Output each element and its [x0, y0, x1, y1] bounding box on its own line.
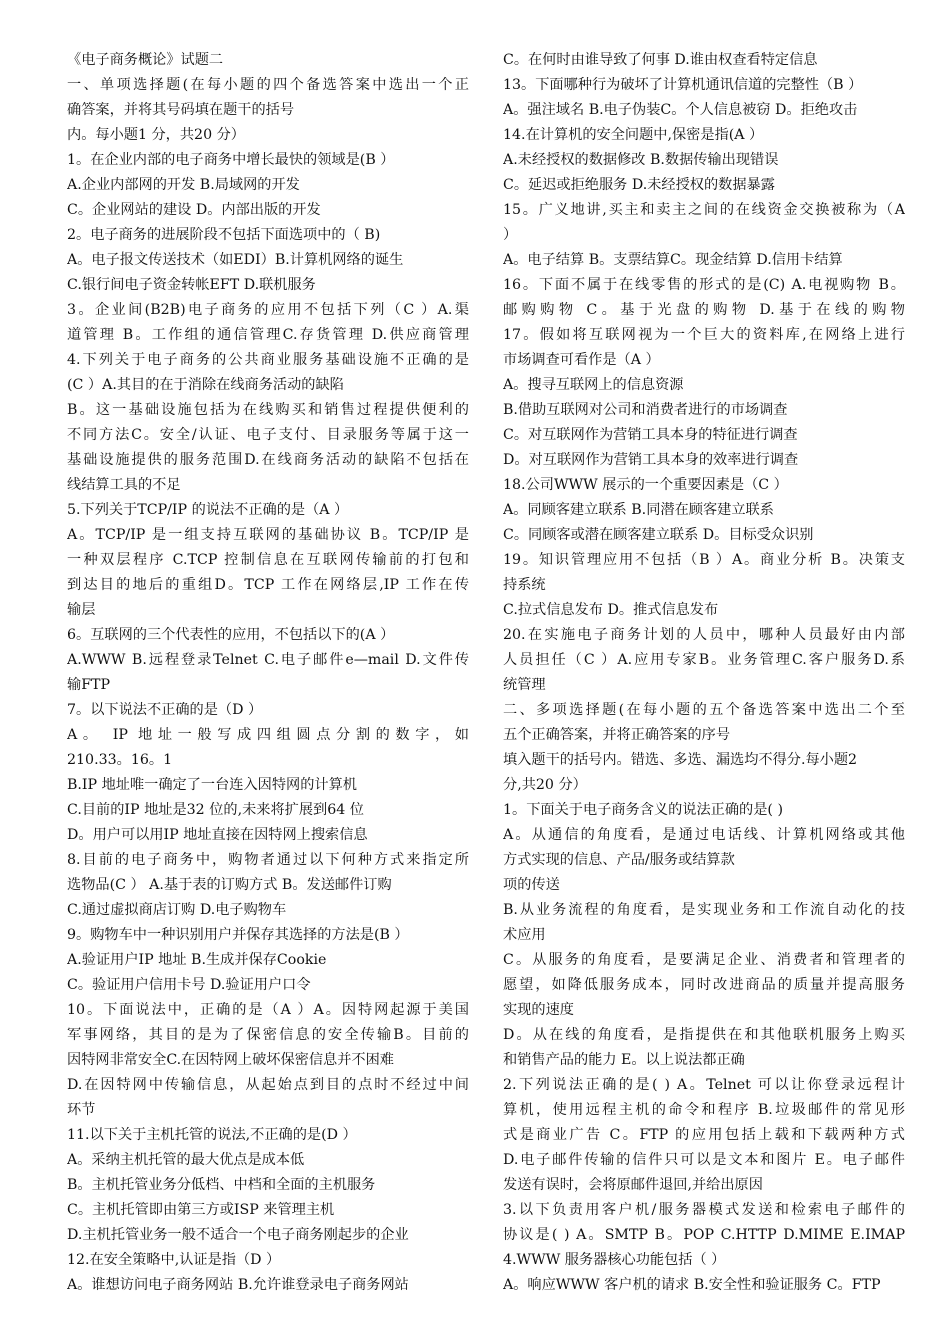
text-line: C。从服务的角度看，是要满足企业、消费者和管理者的 [503, 952, 905, 968]
text-line: A.WWW B.远程登录Telnet C.电子邮件e—mail D.文件传 [67, 652, 469, 668]
text-line: 到达目的地后的重组D。TCP 工作在网络层,IP 工作在传 [67, 577, 469, 593]
text-line: A。TCP/IP 是一组支持互联网的基础协议 B。TCP/IP 是 [67, 527, 469, 543]
text-line: 12.在安全策略中,认证是指（D ） [67, 1252, 281, 1268]
text-line: C.拉式信息发布 D。推式信息发布 [503, 602, 719, 618]
text-line: D.在因特网中传输信息，从起始点到目的点时不经过中间 [67, 1077, 469, 1093]
text-line: A.企业内部网的开发 B.局域网的开发 [67, 177, 300, 193]
text-line: C.通过虚拟商店订购 D.电子购物车 [67, 902, 287, 918]
text-line: 统管理 [503, 677, 546, 693]
text-line: 填入题干的括号内。错选、多选、漏选均不得分.每小题2 [503, 752, 858, 768]
text-line: B。这一基础设施包括为在线购买和销售过程提供便利的 [67, 402, 469, 418]
text-line: 3.以下负责用客户机/服务器模式发送和检索电子邮件的 [503, 1202, 905, 1218]
text-line: 2.下列说法正确的是( ) A。Telnet 可以让你登录远程计 [503, 1077, 905, 1093]
text-line: B。主机托管业务分低档、中档和全面的主机服务 [67, 1177, 376, 1193]
text-line: 环节 [67, 1102, 96, 1118]
text-line: 愿望，如降低服务成本，同时改进商品的质量并提高服务 [503, 977, 905, 993]
text-line: 术应用 [503, 927, 546, 943]
text-line: 道管理 B。工作组的通信管理C.存货管理 D.供应商管理 [67, 327, 469, 343]
text-line: (C ）A.其目的在于消除在线商务活动的缺陷 [67, 377, 344, 393]
text-line: 选物品(C ） A.基于表的订购方式 B。发送邮件订购 [67, 877, 392, 893]
text-line: 邮购购物 C。基于光盘的购物 D.基于在线的购物 [503, 302, 905, 318]
text-line: C。验证用户信用卡号 D.验证用户口令 [67, 977, 311, 993]
text-line: A。搜寻互联网上的信息资源 [503, 377, 684, 393]
text-line: C。同顾客或潜在顾客建立联系 D。目标受众识别 [503, 527, 814, 543]
text-line: 持系统 [503, 577, 546, 593]
text-line: 210.33。16。1 [67, 752, 173, 768]
text-line: 一、单项选择题(在每小题的四个备选答案中选出一个正 [67, 77, 469, 93]
text-line: 发送有误时，会将原邮件退回,并给出原因 [503, 1177, 763, 1193]
text-line: 不同方法C。安全/认证、电子支付、目录服务等属于这一 [67, 427, 469, 443]
text-line: 4.WWW 服务器核心功能包括（ ） [503, 1252, 726, 1268]
text-line: 3。企业间(B2B)电子商务的应用不包括下列（C ）A.渠 [67, 302, 469, 318]
text-line: 16。下面不属于在线零售的形式的是(C) A.电视购物 B。 [503, 277, 905, 293]
text-line: A。响应WWW 客户机的请求 B.安全性和验证服务 C。FTP [503, 1277, 881, 1293]
text-line: 13。下面哪种行为破坏了计算机通讯信道的完整性（B ） [503, 77, 863, 93]
text-line: A。谁想访问电子商务网站 B.允许谁登录电子商务网站 [67, 1277, 409, 1293]
text-line: A。电子结算 B。支票结算C。现金结算 D.信用卡结算 [503, 252, 843, 268]
text-line: 实现的速度 [503, 1002, 574, 1018]
text-line: 和销售产品的能力 E。以上说法都正确 [503, 1052, 745, 1068]
text-line: 6。互联网的三个代表性的应用，不包括以下的(A ） [67, 627, 395, 643]
text-line: 方式实现的信息、产品/服务或结算款 [503, 852, 735, 868]
text-line: ） [503, 227, 518, 243]
text-line: C。在何时由谁导致了何事 D.谁由权查看特定信息 [503, 52, 818, 68]
text-line: 11.以下关于主机托管的说法,不正确的是(D ） [67, 1127, 357, 1143]
text-line: 二、多项选择题(在每小题的五个备选答案中选出二个至 [503, 702, 905, 718]
text-line: 《电子商务概论》试题二 [67, 52, 224, 68]
text-line: C.银行间电子资金转帐EFT D.联机服务 [67, 277, 316, 293]
text-line: C。延迟或拒绝服务 D.未经授权的数据暴露 [503, 177, 775, 193]
right-text-column [503, 48, 905, 1298]
text-line: 市场调查可看作是（A ） [503, 352, 660, 368]
text-line: 基础设施提供的服务范围D.在线商务活动的缺陷不包括在 [67, 452, 469, 468]
text-line: 分,共20 分） [503, 777, 587, 793]
text-line: 内。每小题1 分，共20 分） [67, 127, 245, 143]
text-line: 式是商业广告 C。FTP 的应用包括上载和下载两种方式 [503, 1127, 905, 1143]
text-line: 9。购物车中一种识别用户并保存其选择的方法是(B ） [67, 927, 409, 943]
text-line: 人员担任（C ）A.应用专家B。业务管理C.客户服务D.系 [503, 652, 905, 668]
text-line: D。从在线的角度看，是指提供在和其他联机服务上购买 [503, 1027, 905, 1043]
text-line: 7。以下说法不正确的是（D ） [67, 702, 263, 718]
text-line: A。同顾客建立联系 B.同潜在顾客建立联系 [503, 502, 774, 518]
text-line: 1。下面关于电子商务含义的说法正确的是( ) [503, 802, 783, 818]
text-line: C。主机托管即由第三方或ISP 来管理主机 [67, 1202, 335, 1218]
text-line: 线结算工具的不足 [67, 477, 181, 493]
text-line: 5.下列关于TCP/IP 的说法不正确的是（A ） [67, 502, 349, 518]
text-line: A.验证用户IP 地址 B.生成并保存Cookie [67, 952, 327, 968]
left-text-column [67, 48, 469, 1298]
text-line: 19。知识管理应用不包括（B ）A。商业分析 B。决策支 [503, 552, 905, 568]
text-line: D.电子邮件传输的信件只可以是文本和图片 E。电子邮件 [503, 1152, 905, 1168]
text-line: A。强注域名 B.电子伪装C。个人信息被窃 D。拒绝攻击 [503, 102, 858, 118]
text-line: 输层 [67, 602, 96, 618]
text-line: 14.在计算机的安全问题中,保密是指(A ） [503, 127, 764, 143]
text-line: D。对互联网作为营销工具本身的效率进行调查 [503, 452, 799, 468]
text-line: 17。假如将互联网视为一个巨大的资料库,在网络上进行 [503, 327, 905, 343]
text-line: 输FTP [67, 677, 111, 693]
text-line: 8.目前的电子商务中，购物者通过以下何种方式来指定所 [67, 852, 469, 868]
text-line: 18.公司WWW 展示的一个重要因素是（C ） [503, 477, 788, 493]
text-line: A.未经授权的数据修改 B.数据传输出现错误 [503, 152, 779, 168]
text-line: A。从通信的角度看，是通过电话线、计算机网络或其他 [503, 827, 905, 843]
text-line: C。对互联网作为营销工具本身的特征进行调查 [503, 427, 798, 443]
text-line: A。 IP 地址一般写成四组圆点分割的数字，如 [67, 727, 469, 743]
text-line: 项的传送 [503, 877, 560, 893]
text-line: C.目前的IP 地址是32 位的,未来将扩展到64 位 [67, 802, 364, 818]
text-line: 五个正确答案，并将正确答案的序号 [503, 727, 731, 743]
text-line: C。企业网站的建设 D。内部出版的开发 [67, 202, 321, 218]
text-line: B.IP 地址唯一确定了一台连入因特网的计算机 [67, 777, 357, 793]
text-line: A。采纳主机托管的最大优点是成本低 [67, 1152, 305, 1168]
text-line: 4.下列关于电子商务的公共商业服务基础设施不正确的是 [67, 352, 469, 368]
text-line: 10。下面说法中，正确的是（A ）A。因特网起源于美国 [67, 1002, 469, 1018]
text-line: 2。电子商务的进展阶段不包括下面选项中的（ B) [67, 227, 381, 243]
text-line: 15。广义地讲,买主和卖主之间的在线资金交换被称为（A [503, 202, 905, 218]
text-line: 1。在企业内部的电子商务中增长最快的领域是(B ） [67, 152, 395, 168]
text-line: A。电子报文传送技术（如EDI）B.计算机网络的诞生 [67, 252, 404, 268]
text-line: 算机，使用远程主机的命令和程序 B.垃圾邮件的常见形 [503, 1102, 905, 1118]
text-line: B.从业务流程的角度看，是实现业务和工作流自动化的技 [503, 902, 905, 918]
text-line: B.借助互联网对公司和消费者进行的市场调查 [503, 402, 788, 418]
text-line: 确答案，并将其号码填在题干的括号 [67, 102, 295, 118]
text-line: D.主机托管业务一般不适合一个电子商务刚起步的企业 [67, 1227, 409, 1243]
text-line: 20.在实施电子商务计划的人员中，哪种人员最好由内部 [503, 627, 905, 643]
text-line: 协议是( ) A。SMTP B。POP C.HTTP D.MIME E.IMAP [503, 1227, 905, 1243]
text-line: 一种双层程序 C.TCP 控制信息在互联网传输前的打包和 [67, 552, 469, 568]
text-line: 因特网非常安全C.在因特网上破坏保密信息并不困难 [67, 1052, 394, 1068]
text-line: D。用户可以用IP 地址直接在因特网上搜索信息 [67, 827, 368, 843]
text-line: 军事网络，其目的是为了保密信息的安全传输B。目前的 [67, 1027, 469, 1043]
